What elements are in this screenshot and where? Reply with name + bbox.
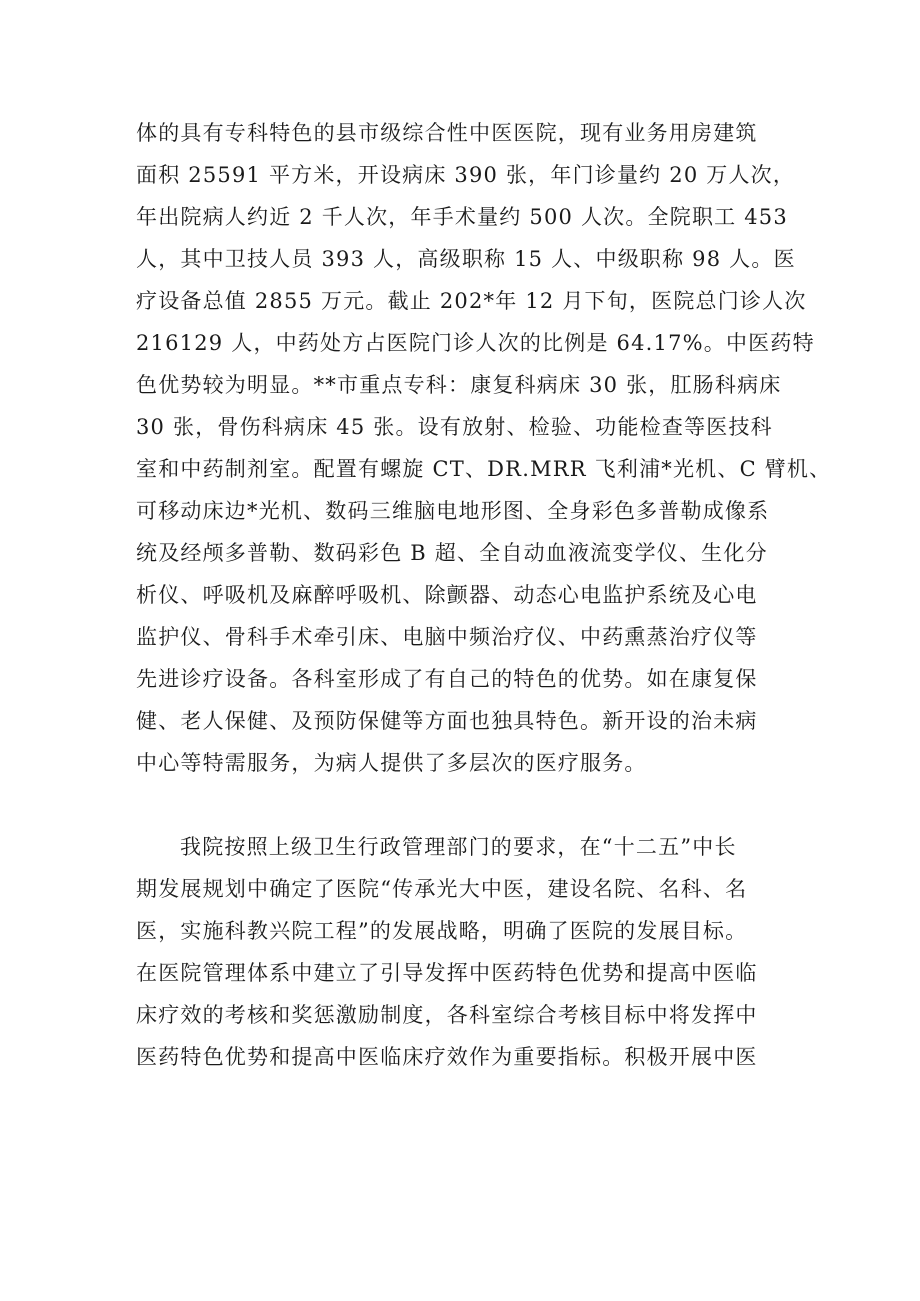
text-line: 中心等特需服务，为病人提供了多层次的医疗服务。 [136,751,647,775]
text-line: 30 张，骨伤科病床 45 张。设有放射、检验、功能检查等医技科 [136,415,773,439]
text-line: 216129 人，中药处方占医院门诊人次的比例是 64.17%。中医药特 [136,331,815,355]
text-line: 色优势较为明显。**市重点专科：康复科病床 30 张，肛肠科病床 [136,373,782,397]
text-line: 可移动床边*光机、数码三维脑电地形图、全身彩色多普勒成像系 [136,499,770,523]
paragraph-development-strategy [136,826,796,1078]
text-line: 监护仪、骨科手术牵引床、电脑中频治疗仪、中药熏蒸治疗仪等 [136,625,758,649]
text-line: 室和中药制剂室。配置有螺旋 CT、DR.MRR 飞利浦*光机、C 臂机、 [136,457,832,481]
text-line: 床疗效的考核和奖惩激励制度，各科室综合考核目标中将发挥中 [136,1003,758,1027]
text-line: 先进诊疗设备。各科室形成了有自己的特色的优势。如在康复保 [136,667,758,691]
text-line: 医，实施科教兴院工程”的发展战略，明确了医院的发展目标。 [136,919,748,943]
text-line: 析仪、呼吸机及麻醉呼吸机、除颤器、动态心电监护系统及心电 [136,583,758,607]
text-line: 体的具有专科特色的县市级综合性中医医院，现有业务用房建筑 [136,121,758,145]
text-line: 我院按照上级卫生行政管理部门的要求，在“十二五”中长 [180,835,737,859]
text-line: 期发展规划中确定了医院“传承光大中医，建设名院、名科、名 [136,877,748,901]
text-line: 医药特色优势和提高中医临床疗效作为重要指标。积极开展中医 [136,1045,758,1069]
text-line: 健、老人保健、及预防保健等方面也独具特色。新开设的治未病 [136,709,758,733]
text-line: 疗设备总值 2855 万元。截止 202*年 12 月下旬，医院总门诊人次 [136,289,807,313]
text-line: 在医院管理体系中建立了引导发挥中医药特色优势和提高中医临 [136,961,758,985]
text-line: 人，其中卫技人员 393 人，高级职称 15 人、中级职称 98 人。医 [136,247,796,271]
text-line: 统及经颅多普勒、数码彩色 B 超、全自动血液流变学仪、生化分 [136,541,768,565]
paragraph-hospital-overview [136,112,832,784]
text-line: 面积 25591 平方米，开设病床 390 张，年门诊量约 20 万人次， [136,163,796,187]
text-line: 年出院病人约近 2 千人次，年手术量约 500 人次。全院职工 453 [136,205,788,229]
